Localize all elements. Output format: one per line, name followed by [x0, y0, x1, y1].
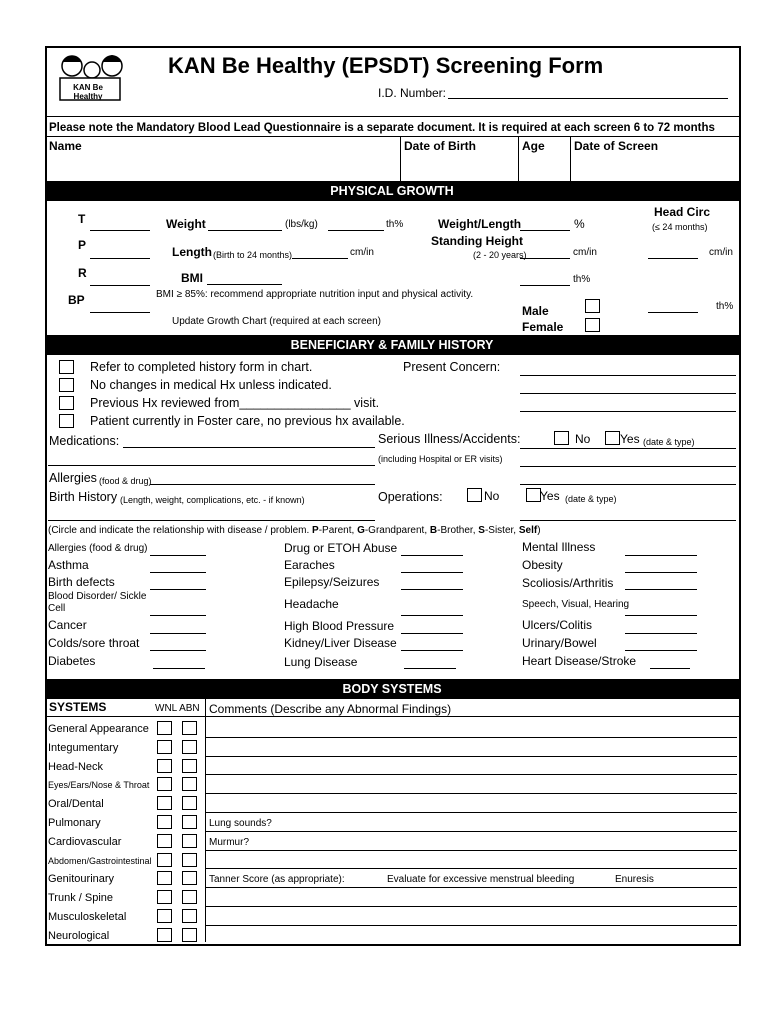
comments-header: Comments (Describe any Abnormal Findings) — [209, 702, 452, 716]
condition-field[interactable] — [625, 633, 697, 634]
operations-no-label: No — [484, 489, 500, 503]
male-label: Male — [522, 304, 549, 318]
system-label: Integumentary — [48, 741, 119, 754]
condition-label: Headache — [284, 597, 339, 611]
comment-field[interactable] — [206, 738, 737, 757]
condition-field[interactable] — [150, 555, 206, 556]
comment-field[interactable] — [206, 907, 737, 926]
condition-field[interactable] — [150, 650, 206, 651]
enuresis-prompt: Enuresis — [615, 874, 654, 886]
length-field[interactable] — [292, 258, 348, 259]
physical-growth-heading: PHYSICAL GROWTH — [45, 181, 739, 201]
condition-label: Kidney/Liver Disease — [284, 636, 397, 650]
hospital-note: (including Hospital or ER visits) — [378, 454, 503, 464]
comment-field[interactable] — [206, 757, 737, 776]
abn-checkbox[interactable] — [182, 928, 197, 942]
abn-checkbox[interactable] — [182, 796, 197, 810]
wnl-checkbox[interactable] — [157, 796, 172, 810]
condition-label: Earaches — [284, 558, 335, 572]
age-label: Age — [522, 139, 545, 153]
system-label: Pulmonary — [48, 817, 101, 829]
comment-field[interactable] — [206, 813, 737, 832]
bmi-percentile-unit: th% — [573, 274, 591, 285]
wnl-checkbox[interactable] — [157, 909, 172, 923]
relationship-text: (Circle and indicate the relationship with disease / problem. — [48, 525, 313, 536]
divider — [400, 136, 401, 181]
system-label: Abdomen/Gastrointestinal — [48, 855, 152, 866]
allergies-field[interactable] — [150, 484, 375, 485]
temp-label: T — [78, 212, 86, 226]
relationship-key: G — [357, 525, 365, 536]
condition-label: Birth defects — [48, 575, 115, 589]
pulse-field[interactable] — [90, 258, 150, 259]
serious-no-label: No — [575, 432, 591, 446]
condition-field[interactable] — [401, 650, 463, 651]
female-label: Female — [522, 320, 564, 334]
condition-label: Urinary/Bowel — [522, 636, 597, 650]
relationship-text: -Parent, — [318, 525, 358, 536]
systems-header: SYSTEMS — [49, 700, 107, 714]
condition-label: Heart Disease/Stroke — [522, 654, 637, 668]
relationship-key: B — [429, 525, 438, 536]
wnl-checkbox[interactable] — [157, 721, 172, 735]
present-concern-field[interactable] — [520, 393, 736, 394]
condition-label: Asthma — [48, 558, 89, 572]
standing-height-field[interactable] — [520, 258, 570, 259]
system-label: Genitourinary — [48, 873, 115, 886]
condition-label: Drug or ETOH Abuse — [284, 541, 398, 555]
comment-field[interactable] — [206, 794, 737, 813]
allergies-label: Allergies — [49, 471, 97, 485]
tanner-prompt: Tanner Score (as appropriate): — [209, 874, 345, 886]
wnl-checkbox[interactable] — [157, 928, 172, 942]
condition-field[interactable] — [401, 572, 463, 573]
condition-field[interactable] — [625, 555, 697, 556]
present-concern-field[interactable] — [520, 375, 736, 376]
history-option-checkbox[interactable] — [59, 396, 74, 410]
abn-checkbox[interactable] — [182, 871, 197, 885]
wnl-checkbox[interactable] — [157, 853, 172, 867]
abn-checkbox[interactable] — [182, 853, 197, 867]
comment-field[interactable] — [206, 775, 737, 794]
operations-yes-label: Yes — [540, 489, 560, 503]
history-option: No changes in medical Hx unless indicated. — [90, 378, 332, 392]
relationship-key: P — [312, 525, 319, 536]
pulse-label: P — [78, 238, 87, 252]
comment-field[interactable] — [206, 719, 737, 738]
operations-field[interactable] — [520, 520, 736, 521]
history-option-checkbox[interactable] — [59, 414, 74, 428]
condition-label: Diabetes — [48, 654, 96, 668]
serious-illness-field[interactable] — [520, 466, 736, 467]
system-label: Cardiovascular — [48, 835, 122, 848]
condition-label: Lung Disease — [284, 655, 358, 669]
weight-length-field[interactable] — [520, 230, 570, 231]
operations-no-checkbox[interactable] — [467, 488, 482, 502]
bp-field[interactable] — [90, 312, 150, 313]
birth-history-label: Birth History — [49, 490, 118, 504]
condition-field[interactable] — [401, 633, 463, 634]
operations-label: Operations: — [378, 490, 443, 504]
wnl-checkbox[interactable] — [157, 759, 172, 773]
relationship-instructions — [48, 524, 541, 538]
present-concern-field[interactable] — [520, 411, 736, 412]
abn-checkbox[interactable] — [182, 909, 197, 923]
condition-field[interactable] — [625, 615, 697, 616]
date-of-screen-label: Date of Screen — [574, 139, 659, 153]
history-option: Previous Hx reviewed from________________ visit. — [90, 396, 380, 410]
bmi-field[interactable] — [207, 284, 282, 285]
condition-field[interactable] — [401, 589, 463, 590]
abn-checkbox[interactable] — [182, 740, 197, 754]
history-option: Refer to completed history form in chart. — [90, 360, 313, 374]
murmur-prompt: Murmur? — [209, 836, 250, 848]
bmi-note: BMI ≥ 85%: recommend appropriate nutrition input and physical activity. — [156, 289, 474, 300]
system-label: Musculoskeletal — [48, 911, 127, 923]
wnl-abn-header: WNL ABN — [155, 703, 200, 714]
system-label: Oral/Dental — [48, 798, 104, 811]
comment-field[interactable] — [206, 851, 737, 870]
weight-length-unit: % — [574, 217, 585, 231]
abn-checkbox[interactable] — [182, 721, 197, 735]
condition-field[interactable] — [625, 572, 697, 573]
logo-text: KAN Be Healthy — [73, 83, 103, 101]
abn-checkbox[interactable] — [182, 815, 197, 829]
id-label: I.D. Number: — [378, 86, 447, 100]
condition-field[interactable] — [404, 668, 456, 669]
serious-illness-field[interactable] — [520, 448, 736, 449]
condition-label: Mental Illness — [522, 540, 596, 554]
operations-field[interactable] — [520, 484, 736, 485]
medications-field[interactable] — [48, 465, 375, 466]
female-checkbox[interactable] — [585, 318, 600, 332]
medications-field[interactable] — [123, 447, 375, 448]
wnl-checkbox[interactable] — [157, 815, 172, 829]
family-history-heading: BENEFICIARY & FAMILY HISTORY — [45, 335, 739, 355]
condition-field[interactable] — [650, 668, 690, 669]
allergies-note: (food & drug) — [99, 476, 152, 486]
relationship-text: -Brother, — [437, 525, 479, 536]
serious-yes-label: Yes — [620, 432, 640, 446]
bmi-label: BMI — [181, 271, 203, 285]
system-label: Trunk / Spine — [48, 892, 114, 905]
head-circ-percentile-field[interactable] — [648, 312, 698, 313]
temp-field[interactable] — [90, 230, 150, 231]
head-circ-label: Head Circ — [654, 205, 711, 219]
system-label: Head-Neck — [48, 760, 104, 773]
present-concern-label: Present Concern: — [403, 360, 501, 374]
divider — [570, 136, 571, 181]
dob-label: Date of Birth — [404, 139, 476, 153]
condition-label: Obesity — [522, 558, 563, 572]
standing-height-label: Standing Height — [431, 234, 523, 248]
condition-field[interactable] — [401, 615, 463, 616]
wnl-checkbox[interactable] — [157, 777, 172, 791]
condition-field[interactable] — [401, 555, 463, 556]
history-option-checkbox[interactable] — [59, 360, 74, 374]
id-field[interactable] — [448, 98, 728, 99]
system-label: Neurological — [48, 929, 110, 942]
condition-field[interactable] — [150, 589, 206, 590]
serious-no-checkbox[interactable] — [554, 431, 569, 445]
length-unit: cm/in — [350, 247, 374, 258]
condition-field[interactable] — [153, 668, 205, 669]
page-title: KAN Be Healthy (EPSDT) Screening Form — [168, 53, 604, 78]
condition-label: Speech, Visual, Hearing — [522, 599, 630, 610]
abn-checkbox[interactable] — [182, 759, 197, 773]
condition-field[interactable] — [150, 615, 206, 616]
serious-yes-note: (date & type) — [643, 437, 695, 447]
name-label: Name — [49, 139, 82, 153]
medications-label: Medications: — [49, 434, 120, 448]
lead-notice: Please note the Mandatory Blood Lead Questionnaire is a separate document. It is required at each screen 6 to 72 months — [49, 122, 715, 134]
head-circ-unit: cm/in — [709, 247, 733, 258]
growth-chart-note: Update Growth Chart (required at each screen) — [172, 316, 381, 327]
condition-field[interactable] — [625, 589, 697, 590]
condition-field[interactable] — [150, 633, 206, 634]
standing-height-note: (2 - 20 years) — [473, 250, 527, 260]
condition-label: Allergies (food & drug) — [48, 543, 148, 554]
condition-label: High Blood Pressure — [284, 619, 395, 633]
standing-height-unit: cm/in — [573, 247, 597, 258]
divider — [45, 136, 739, 137]
abn-checkbox[interactable] — [182, 890, 197, 904]
divider — [518, 136, 519, 181]
history-option: Patient currently in Foster care, no previous hx available. — [90, 414, 405, 428]
bp-label: BP — [68, 293, 85, 307]
bmi-percentile-field[interactable] — [520, 285, 570, 286]
head-circ-field[interactable] — [648, 258, 698, 259]
divider — [45, 716, 739, 717]
condition-label: Epilepsy/Seizures — [284, 575, 380, 589]
wnl-checkbox[interactable] — [157, 834, 172, 848]
comment-field[interactable] — [206, 926, 737, 945]
divider — [45, 116, 739, 117]
body-systems-heading: BODY SYSTEMS — [45, 679, 739, 699]
resp-field[interactable] — [90, 285, 150, 286]
condition-field[interactable] — [625, 650, 697, 651]
comment-field[interactable] — [206, 832, 737, 851]
system-label: Eyes/Ears/Nose & Throat — [48, 780, 150, 791]
wnl-checkbox[interactable] — [157, 871, 172, 885]
length-label: Length — [172, 245, 212, 259]
weight-field[interactable] — [208, 230, 282, 231]
condition-label: Blood Disorder/ Sickle Cell — [48, 591, 147, 614]
lung-prompt: Lung sounds? — [209, 818, 272, 829]
abn-checkbox[interactable] — [182, 834, 197, 848]
weight-percentile-field[interactable] — [328, 230, 384, 231]
relationship-key: Self — [518, 525, 538, 536]
head-circ-percentile-unit: th% — [716, 301, 734, 312]
resp-label: R — [78, 266, 87, 280]
wnl-checkbox[interactable] — [157, 890, 172, 904]
relationship-text: -Grandparent, — [364, 525, 430, 536]
head-circ-note: (≤ 24 months) — [652, 222, 708, 232]
history-option-checkbox[interactable] — [59, 378, 74, 392]
serious-yes-checkbox[interactable] — [605, 431, 620, 445]
comment-field[interactable] — [206, 888, 737, 907]
abn-checkbox[interactable] — [182, 777, 197, 791]
birth-history-field[interactable] — [48, 520, 375, 521]
weight-label: Weight — [166, 217, 206, 231]
system-label: General Appearance — [48, 723, 149, 735]
weight-percentile-unit: th% — [386, 219, 404, 230]
condition-label: Colds/sore throat — [48, 636, 140, 650]
weight-unit: (lbs/kg) — [285, 219, 318, 230]
condition-label: Cancer — [48, 618, 87, 632]
birth-history-note: (Length, weight, complications, etc. - if known) — [120, 495, 305, 505]
male-checkbox[interactable] — [585, 299, 600, 313]
condition-label: Ulcers/Colitis — [522, 618, 593, 632]
wnl-checkbox[interactable] — [157, 740, 172, 754]
condition-field[interactable] — [150, 572, 206, 573]
menstrual-prompt: Evaluate for excessive menstrual bleeding — [387, 874, 575, 886]
relationship-text: ) — [537, 525, 541, 536]
length-note: (Birth to 24 months) — [213, 250, 293, 260]
operations-yes-note: (date & type) — [565, 494, 617, 504]
serious-illness-label: Serious Illness/Accidents: — [378, 432, 521, 446]
relationship-text: -Sister, — [484, 525, 519, 536]
condition-label: Scoliosis/Arthritis — [522, 576, 614, 590]
relationship-key: S — [478, 525, 485, 536]
operations-yes-checkbox[interactable] — [526, 488, 541, 502]
weight-length-label: Weight/Length — [438, 217, 522, 231]
